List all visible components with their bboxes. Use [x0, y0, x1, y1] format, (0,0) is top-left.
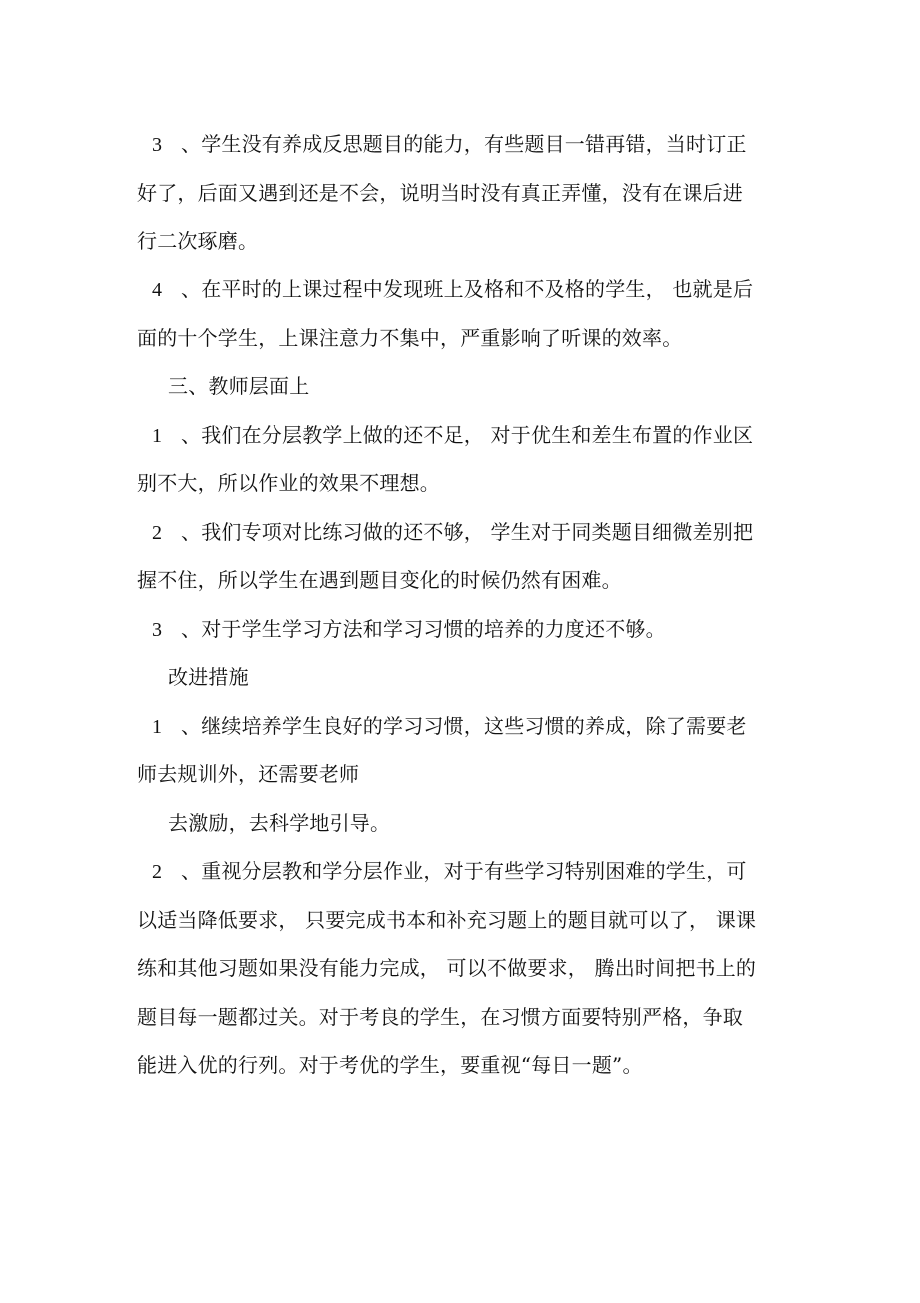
- paragraph-line: [137, 229, 258, 253]
- line-text: 、继续培养学生良好的学习习惯，这些习惯的养成，除了需要老: [181, 714, 747, 738]
- line-text: 、对于学生学习方法和学习习惯的培养的力度还不够。: [181, 617, 666, 641]
- line-text: 、学生没有养成反思题目的能力，有些题目一错再错，当时订正: [181, 132, 747, 156]
- item-number: 2: [152, 522, 163, 544]
- paragraph-line: [168, 811, 390, 835]
- item-number: 1: [152, 716, 163, 738]
- item-number: 2: [152, 861, 163, 883]
- line-text: 、重视分层教和学分层作业，对于有些学习特别困难的学生，可: [181, 859, 747, 883]
- heading-text: 三、教师层面上: [168, 374, 310, 398]
- item-number: 1: [152, 425, 163, 447]
- paragraph-line: [137, 520, 753, 545]
- item-number: 3: [152, 619, 163, 641]
- line-text: 以适当降低要求， 只要完成书本和补充习题上的题目就可以了， 课课: [137, 908, 757, 932]
- paragraph-line: [137, 956, 756, 980]
- paragraph-line: [137, 277, 753, 302]
- paragraph-line: [137, 908, 756, 932]
- paragraph-line: [137, 326, 682, 350]
- line-text: 能进入优的行列。对于考优的学生，要重视“每日一题”。: [137, 1053, 643, 1077]
- paragraph-line: [137, 132, 747, 157]
- paragraph-line: [137, 1053, 643, 1077]
- heading-text: 改进措施: [168, 665, 249, 689]
- paragraph-line: [137, 762, 359, 786]
- paragraph-line: [137, 423, 753, 448]
- line-text: 题目每一题都过关。对于考良的学生，在习惯方面要特别严格，争取: [137, 1005, 743, 1029]
- section-heading: [168, 374, 309, 398]
- paragraph-line: [137, 181, 743, 205]
- line-text: 面的十个学生，上课注意力不集中，严重影响了听课的效率。: [137, 326, 683, 350]
- line-text: 、我们在分层教学上做的还不足， 对于优生和差生布置的作业区: [181, 423, 754, 447]
- item-number: 3: [152, 134, 163, 156]
- paragraph-line: [137, 859, 747, 884]
- line-text: 、我们专项对比练习做的还不够， 学生对于同类题目细微差别把: [181, 520, 754, 544]
- line-text: 去激励，去科学地引导。: [168, 811, 391, 835]
- line-text: 握不住，所以学生在遇到题目变化的时候仍然有困难。: [137, 568, 622, 592]
- line-text: 好了，后面又遇到还是不会，说明当时没有真正弄懂，没有在课后进: [137, 181, 743, 205]
- line-text: 练和其他习题如果没有能力完成， 可以不做要求， 腾出时间把书上的: [137, 956, 757, 980]
- line-text: 、在平时的上课过程中发现班上及格和不及格的学生， 也就是后: [181, 277, 754, 301]
- line-text: 别不大，所以作业的效果不理想。: [137, 471, 440, 495]
- paragraph-line: [137, 1005, 743, 1029]
- line-text: 行二次琢磨。: [137, 229, 259, 253]
- section-heading: [168, 665, 249, 689]
- item-number: 4: [152, 279, 163, 301]
- line-text: 师去规训外，还需要老师: [137, 762, 360, 786]
- paragraph-line: [137, 568, 622, 592]
- paragraph-line: [137, 714, 747, 739]
- paragraph-line: [137, 471, 440, 495]
- paragraph-line: [137, 617, 666, 642]
